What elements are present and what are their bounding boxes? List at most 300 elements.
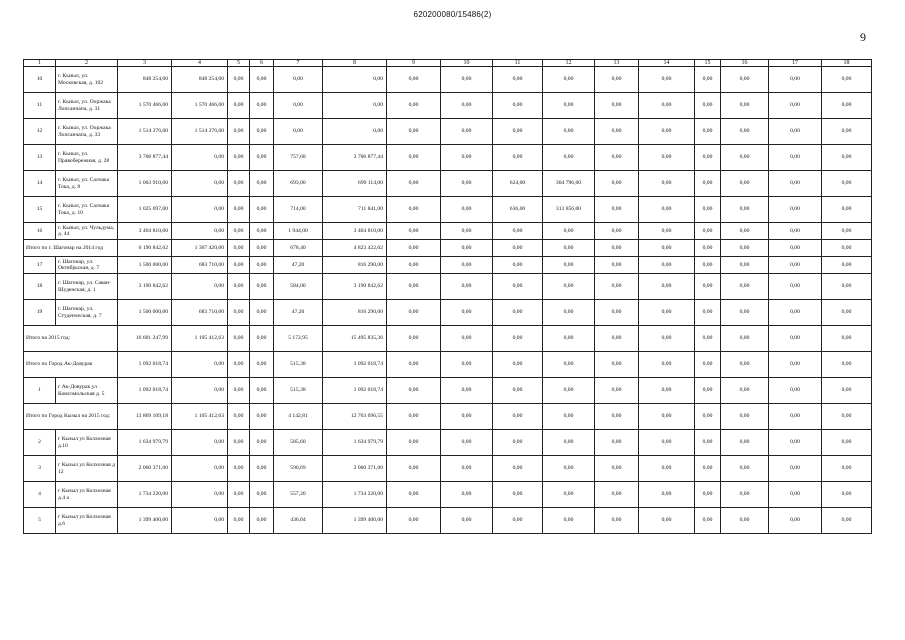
column-number: 13: [595, 60, 639, 67]
address-cell: г Кызыл ул Колхозная д.6: [56, 508, 118, 534]
row-number: 13: [24, 145, 56, 171]
value-cell: 0,00: [639, 257, 695, 274]
value-cell: 0,00: [172, 508, 228, 534]
value-cell: 1 399 400,00: [323, 508, 387, 534]
value-cell: 2 060 371,00: [323, 456, 387, 482]
value-cell: 0,00: [387, 430, 441, 456]
row-number: 16: [24, 223, 56, 240]
value-cell: 0,00: [695, 456, 721, 482]
column-number: 6: [250, 60, 274, 67]
value-cell: 0,00: [769, 482, 822, 508]
value-cell: 0,00: [387, 482, 441, 508]
value-cell: 1 092 018,74: [323, 378, 387, 404]
value-cell: 0,00: [228, 300, 250, 326]
value-cell: 0,00: [250, 67, 274, 93]
value-cell: 0,00: [639, 404, 695, 430]
value-cell: 0,00: [228, 257, 250, 274]
total-label: Итого по Город Ак-Довурак: [24, 352, 118, 378]
table-row: [24, 145, 872, 171]
value-cell: 0,00: [387, 67, 441, 93]
value-cell: 0,00: [441, 171, 493, 197]
value-cell: 624,00: [493, 171, 543, 197]
value-cell: 0,00: [721, 67, 769, 93]
value-cell: 0,00: [543, 508, 595, 534]
value-cell: 0,00: [769, 430, 822, 456]
value-cell: 584,00: [274, 274, 323, 300]
value-cell: 0,00: [595, 93, 639, 119]
value-cell: 0,00: [172, 378, 228, 404]
value-cell: 0,00: [387, 240, 441, 257]
value-cell: 0,00: [250, 223, 274, 240]
value-cell: 0,00: [543, 274, 595, 300]
value-cell: 0,00: [695, 404, 721, 430]
value-cell: 515,38: [274, 352, 323, 378]
table-row: [24, 378, 872, 404]
row-number: 1: [24, 378, 56, 404]
table-row: [24, 257, 872, 274]
value-cell: 0,00: [250, 145, 274, 171]
value-cell: 1 634 979,79: [118, 430, 172, 456]
value-cell: 0,00: [769, 404, 822, 430]
value-cell: 0,00: [250, 326, 274, 352]
column-number: 4: [172, 60, 228, 67]
value-cell: 0,00: [228, 145, 250, 171]
column-number: 17: [769, 60, 822, 67]
column-number-row: [24, 60, 872, 67]
value-cell: 848 254,00: [118, 67, 172, 93]
column-number: 7: [274, 60, 323, 67]
value-cell: 0,00: [695, 274, 721, 300]
value-cell: 0,00: [695, 197, 721, 223]
value-cell: 0,00: [721, 430, 769, 456]
value-cell: 0,00: [721, 171, 769, 197]
column-number: 11: [493, 60, 543, 67]
value-cell: 0,00: [822, 456, 872, 482]
value-cell: 0,00: [639, 430, 695, 456]
value-cell: 0,00: [543, 145, 595, 171]
table-row: [24, 171, 872, 197]
value-cell: 0,00: [543, 240, 595, 257]
total-label: Итого на 2015 год:: [24, 326, 118, 352]
column-number: 5: [228, 60, 250, 67]
row-number: 18: [24, 274, 56, 300]
value-cell: 0,00: [441, 257, 493, 274]
value-cell: 0,00: [543, 456, 595, 482]
value-cell: 0,00: [822, 482, 872, 508]
value-cell: 0,00: [769, 274, 822, 300]
total-row: [24, 404, 872, 430]
value-cell: 0,00: [822, 326, 872, 352]
total-label: Итого по г. Шагонар на 2014 год: [24, 240, 118, 257]
value-cell: 0,00: [387, 197, 441, 223]
value-cell: 0,00: [493, 223, 543, 240]
row-number: 5: [24, 508, 56, 534]
value-cell: 0,00: [639, 240, 695, 257]
column-number: 15: [695, 60, 721, 67]
value-cell: 0,00: [721, 257, 769, 274]
value-cell: 0,00: [493, 430, 543, 456]
value-cell: 0,00: [441, 274, 493, 300]
value-cell: 1 367 420,00: [172, 240, 228, 257]
value-cell: 0,00: [639, 197, 695, 223]
value-cell: 0,00: [172, 197, 228, 223]
row-number: 14: [24, 171, 56, 197]
value-cell: 0,00: [441, 240, 493, 257]
address-cell: г Кызыл ул Колхозная д 12: [56, 456, 118, 482]
value-cell: 3 190 842,62: [118, 274, 172, 300]
value-cell: 0,00: [721, 197, 769, 223]
value-cell: 0,00: [769, 93, 822, 119]
value-cell: 0,00: [639, 482, 695, 508]
value-cell: 0,00: [387, 223, 441, 240]
row-number: 11: [24, 93, 56, 119]
value-cell: 0,00: [228, 197, 250, 223]
value-cell: 0,00: [441, 145, 493, 171]
value-cell: 0,00: [387, 326, 441, 352]
value-cell: 0,00: [595, 67, 639, 93]
value-cell: 0,00: [695, 508, 721, 534]
value-cell: 0,00: [639, 274, 695, 300]
value-cell: 0,00: [250, 430, 274, 456]
value-cell: 0,00: [228, 378, 250, 404]
value-cell: 0,00: [769, 257, 822, 274]
value-cell: 0,00: [250, 274, 274, 300]
value-cell: 1 105 412,63: [172, 326, 228, 352]
value-cell: 0,00: [769, 326, 822, 352]
value-cell: 0,00: [228, 326, 250, 352]
value-cell: 0,00: [441, 197, 493, 223]
value-cell: 0,00: [769, 378, 822, 404]
value-cell: 12 763 696,55: [323, 404, 387, 430]
value-cell: 1 092 018,74: [118, 378, 172, 404]
value-cell: 515,38: [274, 378, 323, 404]
value-cell: 0,00: [721, 378, 769, 404]
value-cell: 1 570 466,00: [118, 93, 172, 119]
value-cell: 0,00: [543, 352, 595, 378]
value-cell: 47,20: [274, 300, 323, 326]
value-cell: 1 025 697,00: [118, 197, 172, 223]
value-cell: 3 404 810,00: [323, 223, 387, 240]
value-cell: 1 514 376,00: [172, 119, 228, 145]
value-cell: 0,00: [639, 145, 695, 171]
value-cell: 15 495 835,36: [323, 326, 387, 352]
value-cell: 3 706 877,44: [323, 145, 387, 171]
value-cell: 0,00: [695, 93, 721, 119]
value-cell: 0,00: [228, 352, 250, 378]
value-cell: 0,00: [822, 508, 872, 534]
value-cell: 0,00: [595, 197, 639, 223]
value-cell: 0,00: [441, 119, 493, 145]
value-cell: 0,00: [721, 404, 769, 430]
value-cell: 0,00: [639, 119, 695, 145]
value-cell: 0,00: [695, 119, 721, 145]
value-cell: 0,00: [387, 171, 441, 197]
value-cell: 0,00: [639, 508, 695, 534]
table-body: [24, 60, 872, 534]
value-cell: 4 142,81: [274, 404, 323, 430]
address-cell: г. Кызыл, ул. Правобережная, д. 28: [56, 145, 118, 171]
row-number: 19: [24, 300, 56, 326]
address-cell: г. Шагонар, ул. Саван-Шуденская, д. 1: [56, 274, 118, 300]
value-cell: 0,00: [250, 300, 274, 326]
value-cell: 0,00: [721, 300, 769, 326]
value-cell: 0,00: [822, 223, 872, 240]
value-cell: 0,00: [250, 257, 274, 274]
value-cell: 1 514 376,00: [118, 119, 172, 145]
value-cell: 47,20: [274, 257, 323, 274]
value-cell: 0,00: [769, 240, 822, 257]
value-cell: 0,00: [639, 171, 695, 197]
value-cell: 0,00: [493, 352, 543, 378]
column-number: 8: [323, 60, 387, 67]
value-cell: 816 290,00: [323, 257, 387, 274]
value-cell: 3 190 842,62: [323, 274, 387, 300]
value-cell: 0,00: [721, 274, 769, 300]
value-cell: 0,00: [228, 456, 250, 482]
value-cell: 0,00: [228, 404, 250, 430]
value-cell: 0,00: [441, 352, 493, 378]
value-cell: 816 290,00: [323, 300, 387, 326]
column-number: 18: [822, 60, 872, 67]
value-cell: 0,00: [228, 223, 250, 240]
value-cell: 0,00: [769, 197, 822, 223]
value-cell: 0,00: [769, 456, 822, 482]
value-cell: 0,00: [822, 171, 872, 197]
total-row: [24, 240, 872, 257]
address-cell: г. Шагонар, ул. Студенческая, д. 7: [56, 300, 118, 326]
value-cell: 1 570 466,00: [172, 93, 228, 119]
value-cell: 0,00: [441, 482, 493, 508]
value-cell: 0,00: [822, 93, 872, 119]
value-cell: 1 500 000,00: [118, 300, 172, 326]
value-cell: 0,00: [323, 93, 387, 119]
value-cell: 0,00: [250, 171, 274, 197]
value-cell: 0,00: [769, 67, 822, 93]
value-cell: 0,00: [721, 240, 769, 257]
value-cell: 0,00: [721, 119, 769, 145]
value-cell: 0,00: [822, 145, 872, 171]
value-cell: 0,00: [595, 240, 639, 257]
value-cell: 0,00: [543, 223, 595, 240]
value-cell: 0,00: [441, 223, 493, 240]
table-row: [24, 197, 872, 223]
address-cell: г. Кызыл, ул. Чульдума, д. 44: [56, 223, 118, 240]
value-cell: 0,00: [769, 171, 822, 197]
value-cell: 0,00: [387, 378, 441, 404]
value-cell: 0,00: [441, 93, 493, 119]
value-cell: 0,00: [769, 145, 822, 171]
value-cell: 0,00: [595, 456, 639, 482]
value-cell: 0,00: [250, 508, 274, 534]
value-cell: 0,00: [695, 257, 721, 274]
value-cell: 0,00: [493, 257, 543, 274]
value-cell: 0,00: [695, 482, 721, 508]
value-cell: 0,00: [721, 508, 769, 534]
value-cell: 0,00: [543, 67, 595, 93]
value-cell: 0,00: [822, 119, 872, 145]
row-number: 4: [24, 482, 56, 508]
value-cell: 0,00: [595, 326, 639, 352]
value-cell: 3 404 810,00: [118, 223, 172, 240]
table-row: [24, 67, 872, 93]
value-cell: 0,00: [387, 352, 441, 378]
value-cell: 0,00: [228, 240, 250, 257]
value-cell: 0,00: [250, 456, 274, 482]
value-cell: 0,00: [172, 482, 228, 508]
column-number: 1: [24, 60, 56, 67]
value-cell: 0,00: [769, 300, 822, 326]
value-cell: 4 823 422,62: [323, 240, 387, 257]
total-row: [24, 352, 872, 378]
value-cell: 0,00: [595, 119, 639, 145]
value-cell: 0,00: [493, 67, 543, 93]
value-cell: 0,00: [822, 257, 872, 274]
table-row: [24, 93, 872, 119]
value-cell: 0,00: [172, 430, 228, 456]
value-cell: 0,00: [441, 404, 493, 430]
column-number: 10: [441, 60, 493, 67]
value-cell: 0,00: [387, 145, 441, 171]
value-cell: 0,00: [769, 223, 822, 240]
value-cell: 2 060 371,00: [118, 456, 172, 482]
value-cell: 0,00: [595, 274, 639, 300]
value-cell: 1 399 400,00: [118, 508, 172, 534]
value-cell: 0,00: [387, 508, 441, 534]
value-cell: 0,00: [822, 240, 872, 257]
value-cell: 1 092 018,74: [118, 352, 172, 378]
column-number: 16: [721, 60, 769, 67]
value-cell: 0,00: [172, 171, 228, 197]
value-cell: 0,00: [822, 300, 872, 326]
value-cell: 1 734 220,00: [323, 482, 387, 508]
value-cell: 0,00: [274, 93, 323, 119]
value-cell: 0,00: [543, 326, 595, 352]
value-cell: 304 796,00: [543, 171, 595, 197]
value-cell: 0,00: [695, 326, 721, 352]
address-cell: г. Кызыл, ул. Ооржака Лопсанчапа, д. 33: [56, 119, 118, 145]
value-cell: 1 003 910,00: [118, 171, 172, 197]
value-cell: 0,00: [695, 352, 721, 378]
total-row: [24, 326, 872, 352]
value-cell: 0,00: [639, 93, 695, 119]
value-cell: 0,00: [639, 456, 695, 482]
value-cell: 13 869 109,18: [118, 404, 172, 430]
value-cell: 0,00: [543, 119, 595, 145]
value-cell: 0,00: [639, 326, 695, 352]
value-cell: 711 841,00: [323, 197, 387, 223]
value-cell: 5 172,95: [274, 326, 323, 352]
value-cell: 0,00: [695, 240, 721, 257]
value-cell: 0,00: [543, 300, 595, 326]
value-cell: 0,00: [595, 508, 639, 534]
value-cell: 0,00: [595, 300, 639, 326]
address-cell: г Кызыл ул Колхозная д.10: [56, 430, 118, 456]
value-cell: 0,00: [493, 119, 543, 145]
value-cell: 0,00: [493, 508, 543, 534]
value-cell: 0,00: [543, 378, 595, 404]
value-cell: 0,00: [441, 300, 493, 326]
value-cell: 590,69: [274, 456, 323, 482]
table-row: [24, 300, 872, 326]
address-cell: г. Кызыл, ул. Салчака Тока, д. 8: [56, 171, 118, 197]
column-number: 12: [543, 60, 595, 67]
value-cell: 0,00: [250, 404, 274, 430]
value-cell: 0,00: [595, 352, 639, 378]
value-cell: 0,00: [721, 223, 769, 240]
value-cell: 0,00: [228, 171, 250, 197]
value-cell: 0,00: [493, 326, 543, 352]
column-number: 9: [387, 60, 441, 67]
value-cell: 0,00: [228, 508, 250, 534]
row-number: 3: [24, 456, 56, 482]
address-cell: г. Кызыл, ул. Салчака Тока, д. 10: [56, 197, 118, 223]
value-cell: 0,00: [822, 352, 872, 378]
value-cell: 0,00: [387, 404, 441, 430]
value-cell: 0,00: [493, 93, 543, 119]
address-cell: г. Кызыл, ул. Ооржака Лопсанчапа, д. 31: [56, 93, 118, 119]
address-cell: г. Шагонар, ул. Октябрьская, д. 7: [56, 257, 118, 274]
row-number: 2: [24, 430, 56, 456]
data-table: [23, 59, 872, 534]
value-cell: 1 634 979,79: [323, 430, 387, 456]
page-number: 9: [860, 30, 866, 44]
value-cell: 0,00: [172, 456, 228, 482]
value-cell: 0,00: [822, 430, 872, 456]
row-number: 12: [24, 119, 56, 145]
value-cell: 0,00: [769, 119, 822, 145]
value-cell: 16 601 247,99: [118, 326, 172, 352]
value-cell: 0,00: [172, 274, 228, 300]
value-cell: 0,00: [387, 456, 441, 482]
value-cell: 0,00: [387, 274, 441, 300]
value-cell: 0,00: [822, 378, 872, 404]
document-number: 620200080/15486(2): [413, 10, 492, 19]
value-cell: 0,00: [595, 257, 639, 274]
value-cell: 0,00: [595, 171, 639, 197]
value-cell: 0,00: [323, 119, 387, 145]
value-cell: 683 710,00: [172, 300, 228, 326]
value-cell: 0,00: [595, 378, 639, 404]
value-cell: 0,00: [595, 404, 639, 430]
value-cell: 0,00: [822, 274, 872, 300]
value-cell: 0,00: [441, 430, 493, 456]
value-cell: 0,00: [250, 93, 274, 119]
value-cell: 0,00: [250, 119, 274, 145]
value-cell: 757,68: [274, 145, 323, 171]
table-row: [24, 456, 872, 482]
value-cell: 0,00: [493, 482, 543, 508]
value-cell: 557,20: [274, 482, 323, 508]
value-cell: 0,00: [228, 119, 250, 145]
value-cell: 0,00: [493, 378, 543, 404]
value-cell: 848 254,00: [172, 67, 228, 93]
value-cell: 0,00: [639, 378, 695, 404]
value-cell: 0,00: [250, 197, 274, 223]
value-cell: 0,00: [172, 145, 228, 171]
value-cell: 0,00: [250, 352, 274, 378]
column-number: 14: [639, 60, 695, 67]
address-cell: г. Кызыл, ул. Московская, д. 102: [56, 67, 118, 93]
value-cell: 0,00: [323, 67, 387, 93]
total-label: Итого по Город Кызыл на 2015 год:: [24, 404, 118, 430]
value-cell: 0,00: [721, 145, 769, 171]
value-cell: 0,00: [721, 326, 769, 352]
value-cell: 0,00: [769, 352, 822, 378]
value-cell: 0,00: [228, 430, 250, 456]
value-cell: 1 944,00: [274, 223, 323, 240]
value-cell: 0,00: [543, 404, 595, 430]
value-cell: 0,00: [250, 378, 274, 404]
